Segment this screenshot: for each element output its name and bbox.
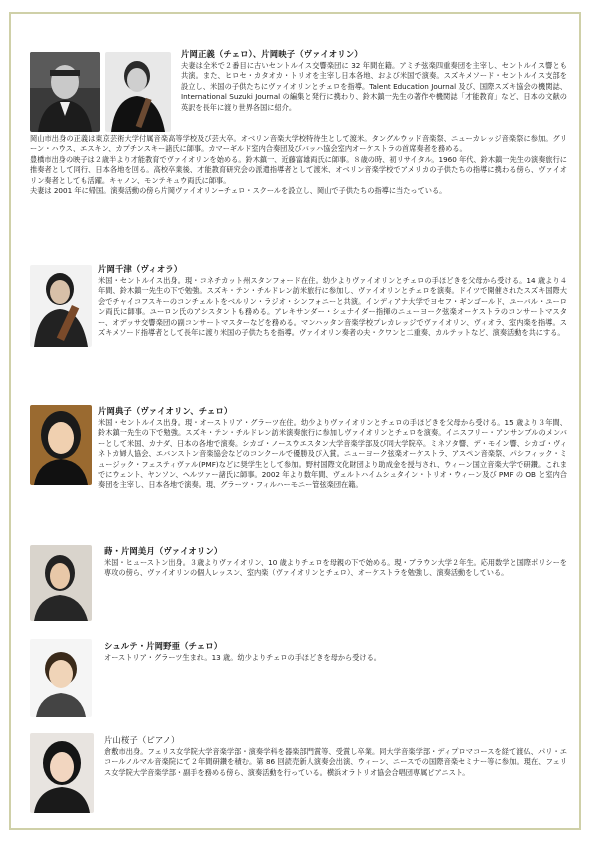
profile-paragraph: 岡山市出身の正義は東京芸術大学付属音楽高等学校及び芸大卒。オベリン音楽大学校特待生として渡米。タングルウッド音楽祭、ニューカレッジ音楽祭に参加。グリーン・ハウス、エスキン、カプチンスキー諸氏に師事。カマーギルド室内合奏団及びバッハ協会室内オーケストラの首席奏者を務める。 bbox=[30, 134, 567, 154]
portrait-chizu-photo bbox=[30, 265, 92, 347]
profile-name: 片山桜子（ピアノ） bbox=[104, 735, 180, 745]
portrait-noriko-photo bbox=[30, 405, 92, 485]
portrait-masayoshi-photo bbox=[30, 52, 100, 132]
profile-text bbox=[104, 747, 567, 778]
profile-name: 片岡千津（ヴィオラ） bbox=[98, 264, 183, 274]
profile-text bbox=[104, 653, 567, 663]
profile-text bbox=[98, 276, 567, 338]
profile-name: シュルテ・片岡野亜（チェロ） bbox=[104, 641, 223, 651]
profile-paragraph: 米国・セントルイス出身。現・オーストリア・グラーツ在住。幼少よりヴァイオリンとチェロの手ほどきを父母から受ける。15 歳より３年間、鈴木鎮一先生の下で勉強。スズキ・テン・チルドレン訪米演奏旅行に参加しヴァイオリンとチェロを演奏。イニスフリー・アンサンブルのメンバーとして米国、カナダ、日本の各地で演奏。シカゴ・ノースウエスタン大学音楽学部及び同大学院卒。ミネソタ響、デ・モイン響、シカゴ・ヴィネトカ婦人協会、エバンストン音楽協会などのコンクールで優勝及び入賞。ニューヨーク弦楽オーケストラ、アスペン音楽祭、パシフィック・ミュージック・フェスティヴァル(PMF)などに奨学生として参加。野村国際文化財団より助成金を授与され、ウィーン国立音楽大学で研鑽。これまでにウェント、ヤンソン、ヘルツァー諸氏に師事。2002 年より数年間、ヴェルトハイムシュタイン・トリオ・ウィーン及び PMF の OB と室内合奏団を主宰し、日本各地で演奏。現、グラーツ・フィルハーモニー管弦楽団在籍。 bbox=[98, 418, 567, 490]
profile-paragraph: オーストリア・グラーツ生まれ。13 歳。幼少よりチェロの手ほどきを母から受ける。 bbox=[104, 653, 381, 662]
profile-text bbox=[181, 61, 567, 113]
portrait-sakurako-photo bbox=[30, 733, 94, 813]
profile-text-continued bbox=[30, 134, 567, 196]
portrait-eiko-photo bbox=[105, 52, 171, 132]
profile-paragraph: 倉敷市出身。フェリス女学院大学音楽学部・演奏学科を器楽部門賞等、受賞し卒業。同大学音楽学部・ディプロマコースを経て渡仏、パリ・エコールノルマル音楽院にて２年間研鑽を積む。第 86 回読売新人演奏会出演、ウィーン、ニースでの国際音楽セミナー等に参加。現在、フェリス女学院大学音楽学部・副手を務める傍ら、演奏活動を行っている。横浜オラトリオ協会合唱団専属ピアニスト。 bbox=[104, 747, 567, 777]
profile-name: 片岡典子（ヴァイオリン、チェロ） bbox=[98, 406, 233, 416]
profile-paragraph: 米国・ヒューストン出身。３歳よりヴァイオリン、10 歳よりチェロを母親の下で始める。現・ブラウン大学２年生。応用数学と国際ポリシーを専攻の傍ら、ヴァイオリンの個人レッスン、室内楽（ヴァイオリンとチェロ）、オーケストラを勉強し、演奏活動をしている。 bbox=[104, 558, 567, 578]
profile-text bbox=[98, 418, 567, 491]
portrait-noa-photo bbox=[30, 639, 92, 717]
profile-paragraph: 米国・セントルイス出身。現・コネチカット州スタンフォード在住。幼少よりヴァイオリンとチェロの手ほどきを父母から受ける。14 歳より４年間、鈴木鎮一先生の下で勉強。スズキ・テン・チルドレン訪米旅行に参加し、ヴァイオリンとチェロを演奏。ドイツで開催されたスズキ国際大会でチャイコフスキーのコンチェルトをベルリン・ラジオ・シンフォニーと共演。インディアナ大学でヨセフ・ギンゴールド、ユーバル・ユーロン両氏に師事。ユーロン氏のアシスタントも務める。アレキサンダー・シュナイダー指揮のニューヨーク弦楽オーケストラのコンサートマスター、オデッサ交響楽団の副コンサートマスターなどを務める。マンハッタン音楽学校プレカレッジでヴァイオリン、ヴィオラ、室内楽を指導。スズキメソード指導者として長年に渡り米国の子供たちを指導。ヴァイオリン奏者の夫・クワンと二重奏、カルテットなど、演奏活動を共にする。 bbox=[98, 276, 567, 338]
profile-name: 蒔・片岡美月（ヴァイオリン） bbox=[104, 546, 223, 556]
portrait-mizuki-photo bbox=[30, 545, 92, 621]
profile-paragraph: 夫妻は全米で２番目に古いセントルイス交響楽団に 32 年間在籍。アミチ弦楽四重奏団を主宰し、セントルイス響とも共演。また、ヒロセ・カタオカ・トリオを主宰し日本各地、および米国で演奏。スズキメソード・セントルイス支部を設立し、米国の子供たちにヴァイオリンとチェロを指導。Talent Education Journal 及び、国際スズキ協会の機関誌、International Suzuki Journal の編集と発行に携わり、鈴木鎮一先生の著作や機関誌「才能教育」など、日本の文献の英訳を長年に渡り世界各国に紹介。 bbox=[181, 61, 567, 112]
profile-text bbox=[104, 558, 567, 579]
profile-paragraph: 夫妻は 2001 年に帰国。演奏活動の傍ら片岡ヴァイオリン−チェロ・スクールを設立し、岡山で子供たちの指導に当たっている。 bbox=[30, 186, 447, 196]
profile-name: 片岡正義（チェロ）、片岡映子（ヴァイオリン） bbox=[181, 49, 363, 59]
profile-paragraph: 豊橋市出身の映子は２歳半より才能教育でヴァイオリンを始める。鈴木鎮一、近藤富雄両氏に師事。８歳の時、初リサイタル。1960 年代、鈴木鎮一先生の演奏旅行に推奏者として同行、日本各地を回る。高校卒業後、才能教育研究会の派遣指導者として渡米、オベリン音楽学校でアメリカの子供たちの指導に携わる傍ら、ヴァイオリン奏者としても活躍。キャノン、モンテキュウ両氏に師事。 bbox=[30, 154, 567, 185]
